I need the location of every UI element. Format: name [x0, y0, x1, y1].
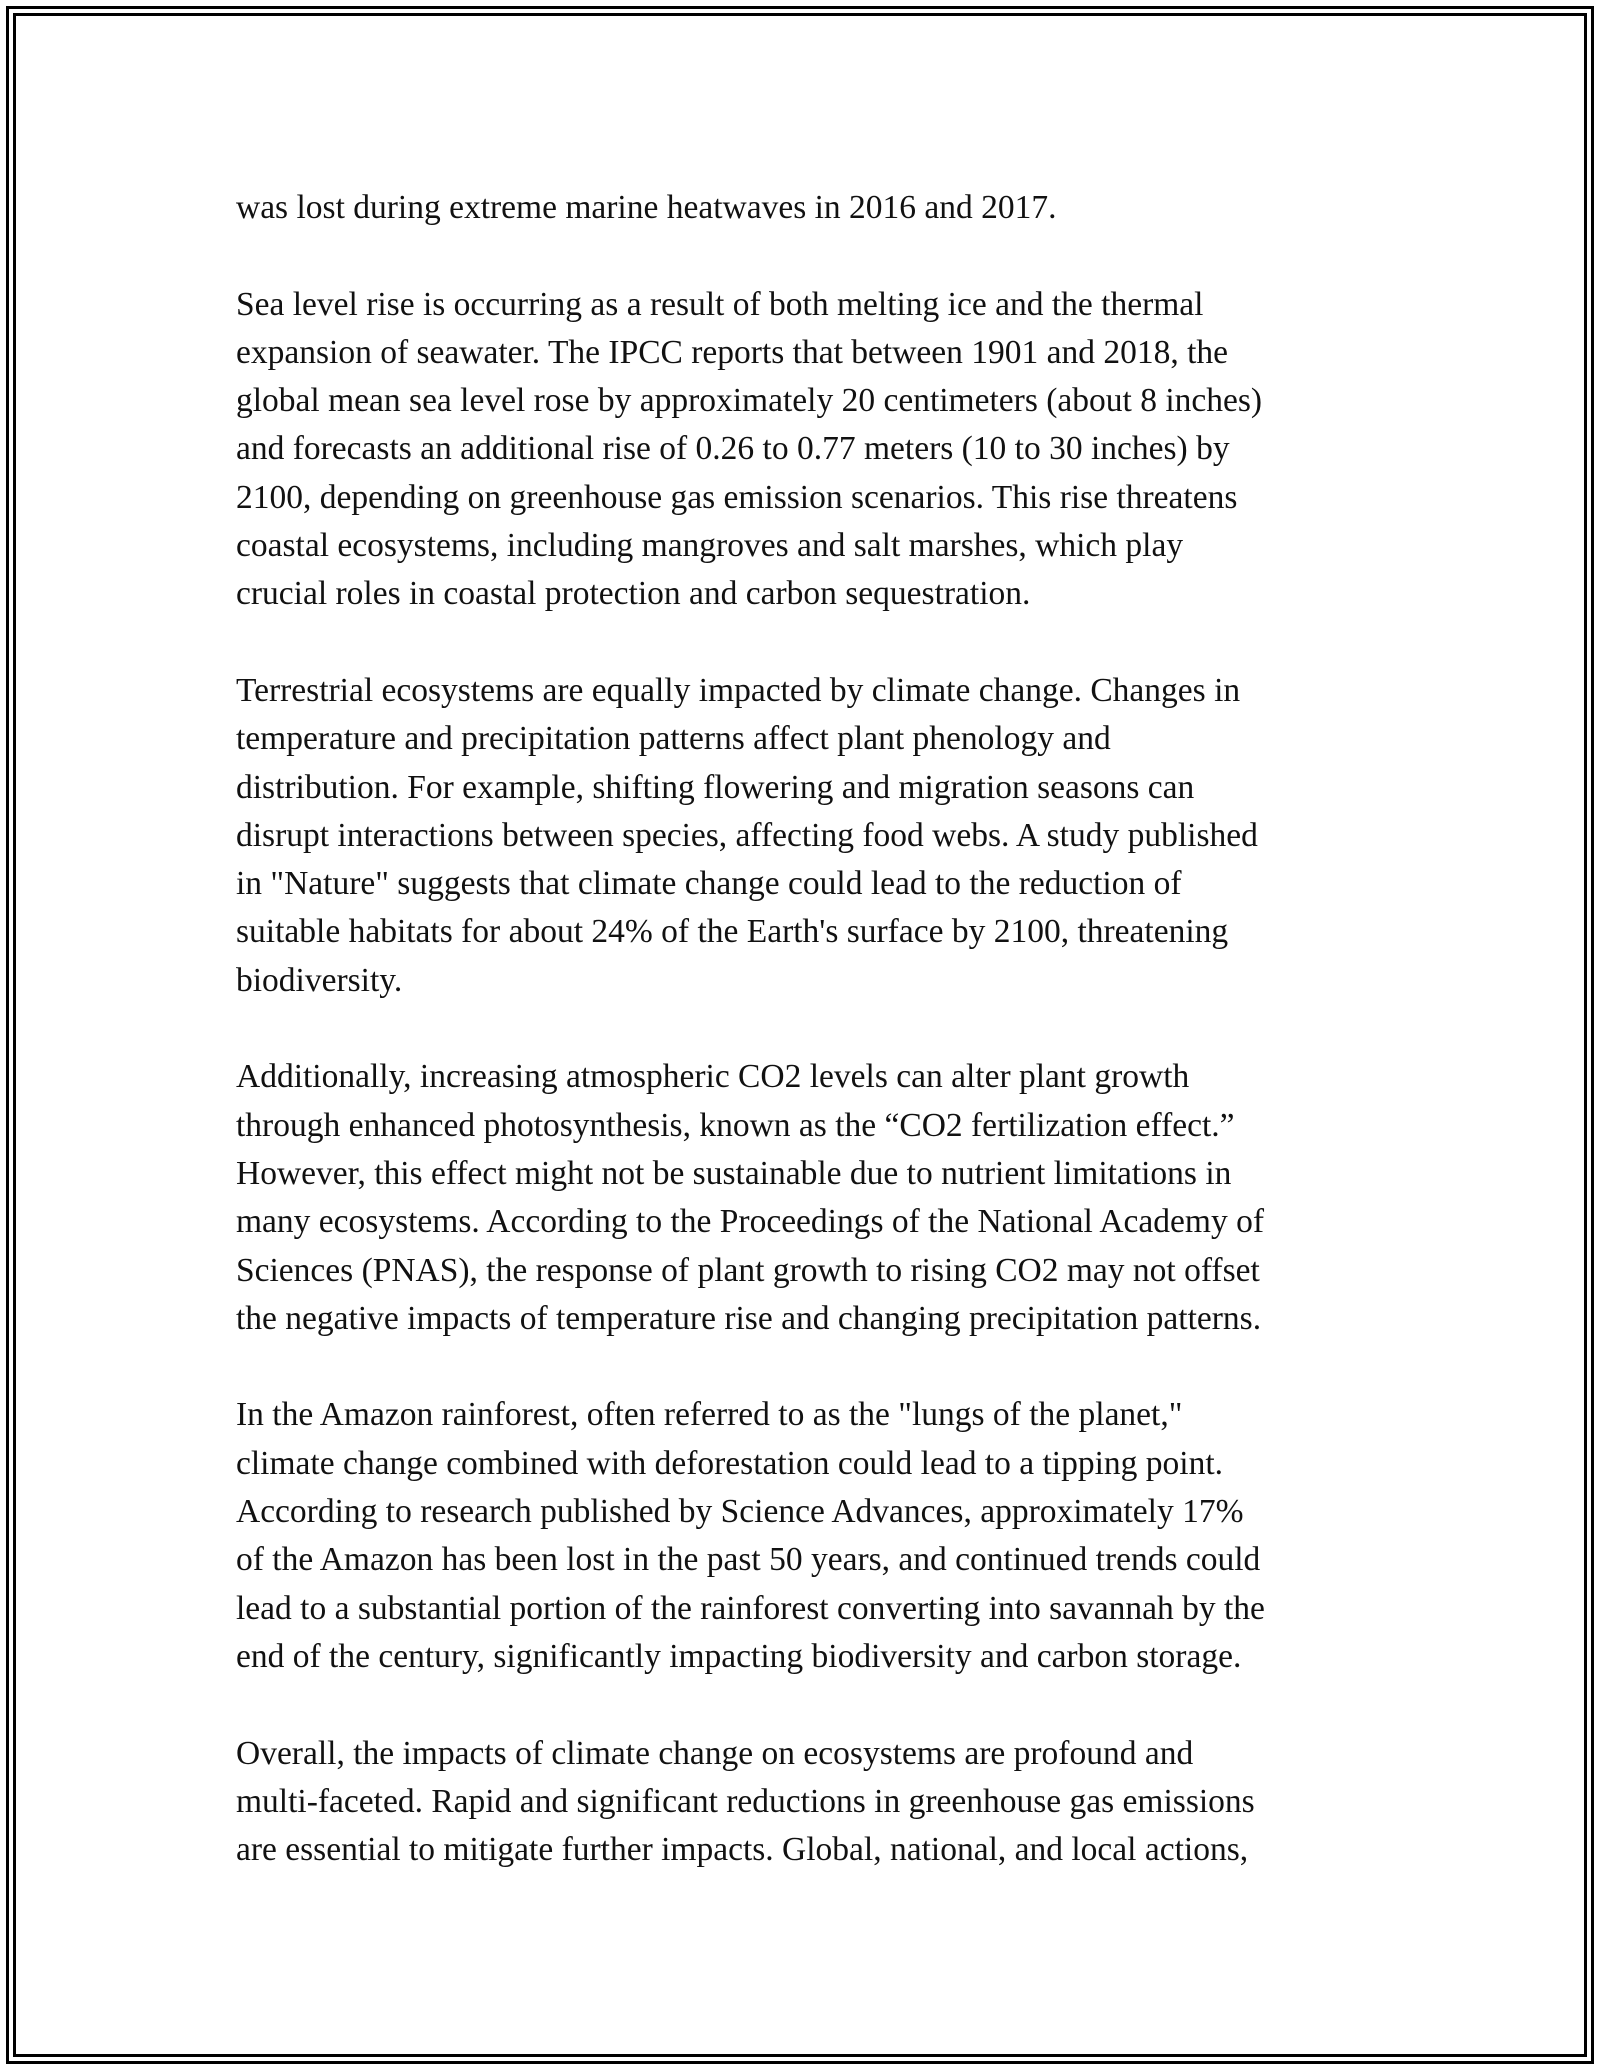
- paragraph-amazon-rainforest: In the Amazon rainforest, often referred to as the "lungs of the planet," climate change combined with deforestation could lead to a tipping point. According to research published by Science Advances, approximately 17% of the Amazon has been lost in the past 50 years, and continued trends could lead to a substantial portion of the rainforest converting into savannah by the end of the century, significantly impacting biodiversity and carbon storage.: [236, 1396, 1265, 1675]
- paragraph-heatwaves-continuation: was lost during extreme marine heatwaves in 2016 and 2017.: [236, 189, 1057, 226]
- paragraph-co2-fertilization: Additionally, increasing atmospheric CO2 levels can alter plant growth through enhanced photosynthesis, known as the “CO2 fertilization effect.” However, this effect might not be sustainable due to nutrient limitations in many ecosystems. According to the Proceedings of the National Academy of Sciences (PNAS), the response of plant growth to rising CO2 may not offset the negative impacts of temperature rise and changing precipitation patterns.: [236, 1058, 1264, 1337]
- paragraph-terrestrial-ecosystems: Terrestrial ecosystems are equally impacted by climate change. Changes in temperature and precipitation patterns affect plant phenology and distribution. For example, shifting flowering and migration seasons can disrupt interactions between species, affecting food webs. A study published in "Nature" suggests that climate change could lead to the reduction of suitable habitats for about 24% of the Earth's surface by 2100, threatening biodiversity.: [236, 671, 1258, 999]
- paragraph-sea-level-rise: Sea level rise is occurring as a result of both melting ice and the thermal expansion of seawater. The IPCC reports that between 1901 and 2018, the global mean sea level rose by approximately 20 centimeters (about 8 inches) and forecasts an additional rise of 0.26 to 0.77 meters (10 to 30 inches) by 2100, depending on greenhouse gas emission scenarios. This rise threatens coastal ecosystems, including mangroves and salt marshes, which play crucial roles in coastal protection and carbon sequestration.: [236, 285, 1263, 613]
- paragraph-overall-impacts: Overall, the impacts of climate change on ecosystems are profound and multi-faceted. Rapid and significant reductions in greenhouse gas emissions are essential to mitigate further impacts. Global, national, and local actions,: [236, 1734, 1255, 1869]
- document-body: [236, 184, 1386, 1923]
